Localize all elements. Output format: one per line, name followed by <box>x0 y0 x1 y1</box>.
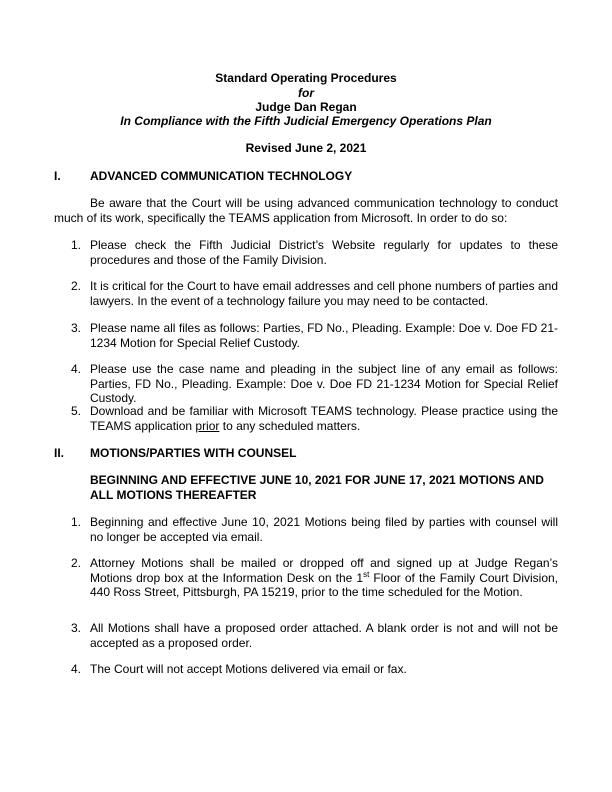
compliance-line: In Compliance with the Fifth Judicial Emergency Operations Plan <box>120 114 492 128</box>
item-number: 4. <box>71 662 82 676</box>
item-number: 3. <box>71 621 82 635</box>
section-1-intro: Be aware that the Court will be using advanced communication technology to conduct much of its work, specifically the TEAMS application from Microsoft. In order to do so: <box>54 196 558 225</box>
item-number: 1. <box>71 238 82 252</box>
item-number: 2. <box>71 279 82 293</box>
item-text: Download and be familiar with Microsoft TEAMS technology. Please practice using the TEAMS application <box>90 404 558 433</box>
item-number: 1. <box>71 515 82 529</box>
list-item: Please check the Fifth Judicial District’s Website regularly for updates to these procedures and those of the Family Division. <box>90 238 558 267</box>
item-number: 5. <box>71 404 82 418</box>
doc-title-for: for <box>298 86 314 100</box>
item-text: Attorney Motions shall be mailed or dropped off and signed up at Judge Regan’s Motions drop box at the Information Desk on the 1 <box>90 556 558 585</box>
list-item: The Court will not accept Motions delivered via email or fax. <box>90 662 407 676</box>
underlined-word: prior <box>195 418 220 433</box>
item-number: 2. <box>71 556 82 570</box>
list-item: It is critical for the Court to have email addresses and cell phone numbers of parties and lawyers. In the event of a technology failure you may need to be contacted. <box>90 279 558 308</box>
list-item: Beginning and effective June 10, 2021 Motions being filed by parties with counsel will no longer be accepted via email. <box>90 515 558 544</box>
item-number: 3. <box>71 321 82 335</box>
list-item: Please use the case name and pleading in the subject line of any email as follows: Parties, FD No., Pleading. Example: Doe v. Doe FD 21-1234 Motion for Special Relief Custody. <box>90 362 558 405</box>
section-2-subheading: BEGINNING AND EFFECTIVE JUNE 10, 2021 FOR JUNE 17, 2021 MOTIONS AND ALL MOTIONS THEREAFTER <box>90 473 544 502</box>
list-item: Please name all files as follows: Parties, FD No., Pleading. Example: Doe v. Doe FD 21-1234 Motion for Special Relief Custody. <box>90 321 558 350</box>
list-item <box>90 404 558 433</box>
revised-date: Revised June 2, 2021 <box>245 141 367 155</box>
list-item: All Motions shall have a proposed order attached. A blank order is not and will not be accepted as a proposed order. <box>90 621 558 650</box>
section-2-number: II. <box>54 446 65 460</box>
section-2-title: MOTIONS/PARTIES WITH COUNSEL <box>90 446 297 460</box>
section-1-number: I. <box>54 169 61 183</box>
list-item <box>90 556 558 600</box>
doc-title: Standard Operating Procedures <box>215 71 397 85</box>
section-1-title: ADVANCED COMMUNICATION TECHNOLOGY <box>90 169 353 183</box>
judge-name: Judge Dan Regan <box>255 100 357 114</box>
item-number: 4. <box>71 362 82 376</box>
item-text: Floor of the Family Court Division, 440 Ross Street, Pittsburgh, PA 15219, prior to the time scheduled for the Motion. <box>90 570 559 599</box>
item-text: to any scheduled matters. <box>219 418 361 433</box>
superscript: st <box>363 569 370 579</box>
